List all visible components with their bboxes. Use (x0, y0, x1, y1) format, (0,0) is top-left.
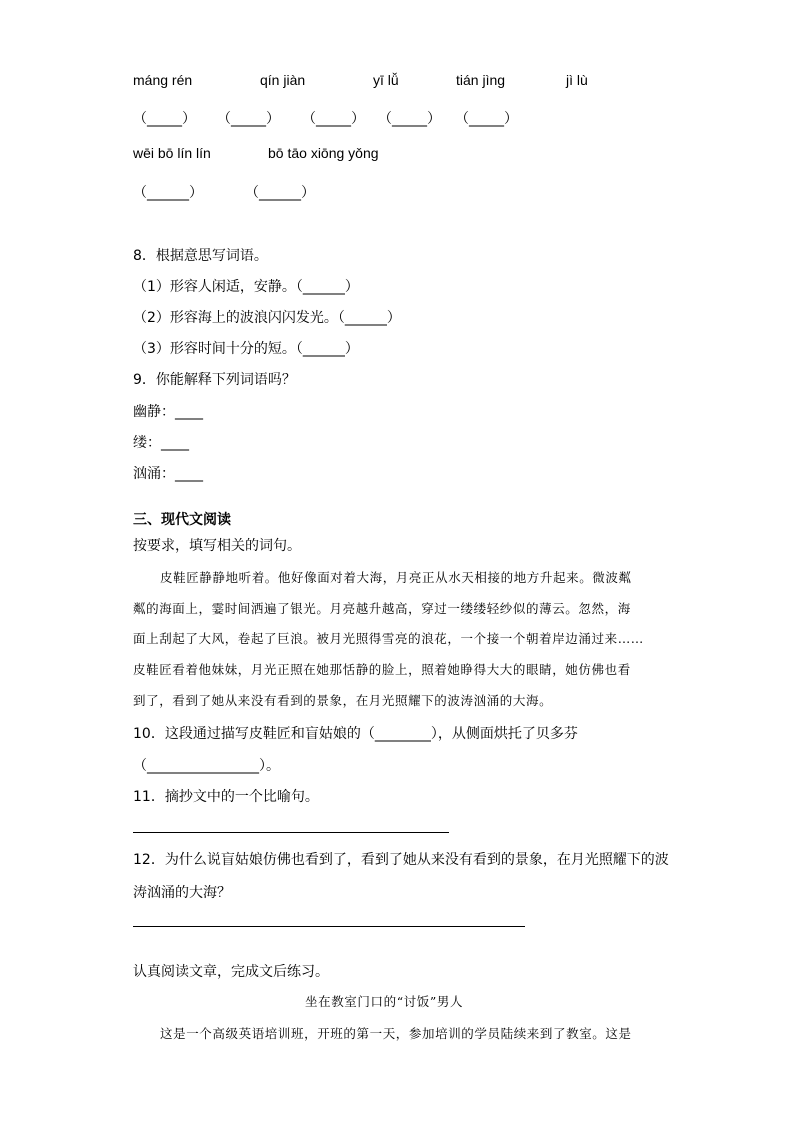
question-11: 11．摘抄文中的一个比喻句。 (133, 789, 319, 805)
question-9-item-2: 缕：____ (133, 435, 189, 451)
question-9-item-1: 幽静：____ (133, 404, 203, 420)
pinyin-1: máng rén (133, 72, 193, 88)
pinyin-5: jì lù (566, 72, 588, 88)
question-8-item-1: （1）形容人闲适，安静。（______） (133, 279, 359, 295)
pinyin-7: bō tāo xiōng yǒng (268, 145, 379, 161)
question-8-item-3: （3）形容时间十分的短。（______） (133, 341, 359, 357)
pinyin-2: qín jiàn (260, 72, 306, 88)
passage-line-2: 粼的海面上，霎时间洒遍了银光。月亮越升越高，穿过一缕缕轻纱似的薄云。忽然，海 (133, 601, 631, 616)
answer-blank-1[interactable]: （_____） (133, 111, 196, 127)
section-3-heading: 三、现代文阅读 (133, 512, 231, 528)
question-12-line-2: 涛汹涌的大海？ (133, 885, 231, 901)
answer-line-12[interactable] (133, 926, 525, 927)
answer-blank-5[interactable]: （_____） (455, 111, 518, 127)
answer-blank-7[interactable]: （______） (245, 185, 315, 201)
passage-line-3: 面上刮起了大风，卷起了巨浪。被月光照得雪亮的浪花，一个接一个朝着岸边涌过来…… (133, 631, 644, 646)
answer-blank-4[interactable]: （_____） (378, 111, 441, 127)
passage-line-1: 皮鞋匠静静地听着。他好像面对着大海，月亮正从水天相接的地方升起来。微波粼 (160, 570, 632, 585)
answer-blank-6[interactable]: （______） (133, 185, 203, 201)
passage-line-5: 到了，看到了她从来没有看到的景象，在月光照耀下的波涛汹涌的大海。 (133, 693, 553, 708)
question-10-line-1: 10．这段通过描写皮鞋匠和盲姑娘的（________），从侧面烘托了贝多芬 (133, 726, 578, 742)
section-4-instruction: 认真阅读文章，完成文后练习。 (133, 964, 329, 980)
answer-blank-2[interactable]: （_____） (217, 111, 280, 127)
answer-line-11[interactable] (133, 832, 449, 833)
pinyin-4: tián jìng (456, 72, 506, 88)
question-12-line-1: 12．为什么说盲姑娘仿佛也看到了，看到了她从来没有看到的景象，在月光照耀下的波 (133, 852, 669, 868)
question-8-item-2: （2）形容海上的波浪闪闪发光。（______） (133, 310, 401, 326)
question-9-item-3: 汹涌：____ (133, 466, 203, 482)
answer-blank-3[interactable]: （_____） (302, 111, 365, 127)
pinyin-6: wēi bō lín lín (133, 145, 211, 161)
question-10-line-2: （________________）。 (133, 758, 280, 774)
question-9-title: 9．你能解释下列词语吗？ (133, 372, 296, 388)
passage-line-4: 皮鞋匠看着他妹妹，月光正照在她那恬静的脸上，照着她睁得大大的眼睛，她仿佛也看 (133, 662, 631, 677)
article-first-line: 这是一个高级英语培训班，开班的第一天，参加培训的学员陆续来到了教室。这是 (160, 1026, 632, 1041)
question-8-title: 8．根据意思写词语。 (133, 248, 268, 264)
article-title: 坐在教室门口的“讨饭”男人 (305, 994, 464, 1009)
section-3-instruction: 按要求，填写相关的词句。 (133, 538, 301, 554)
pinyin-3: yī lǚ (373, 72, 399, 88)
